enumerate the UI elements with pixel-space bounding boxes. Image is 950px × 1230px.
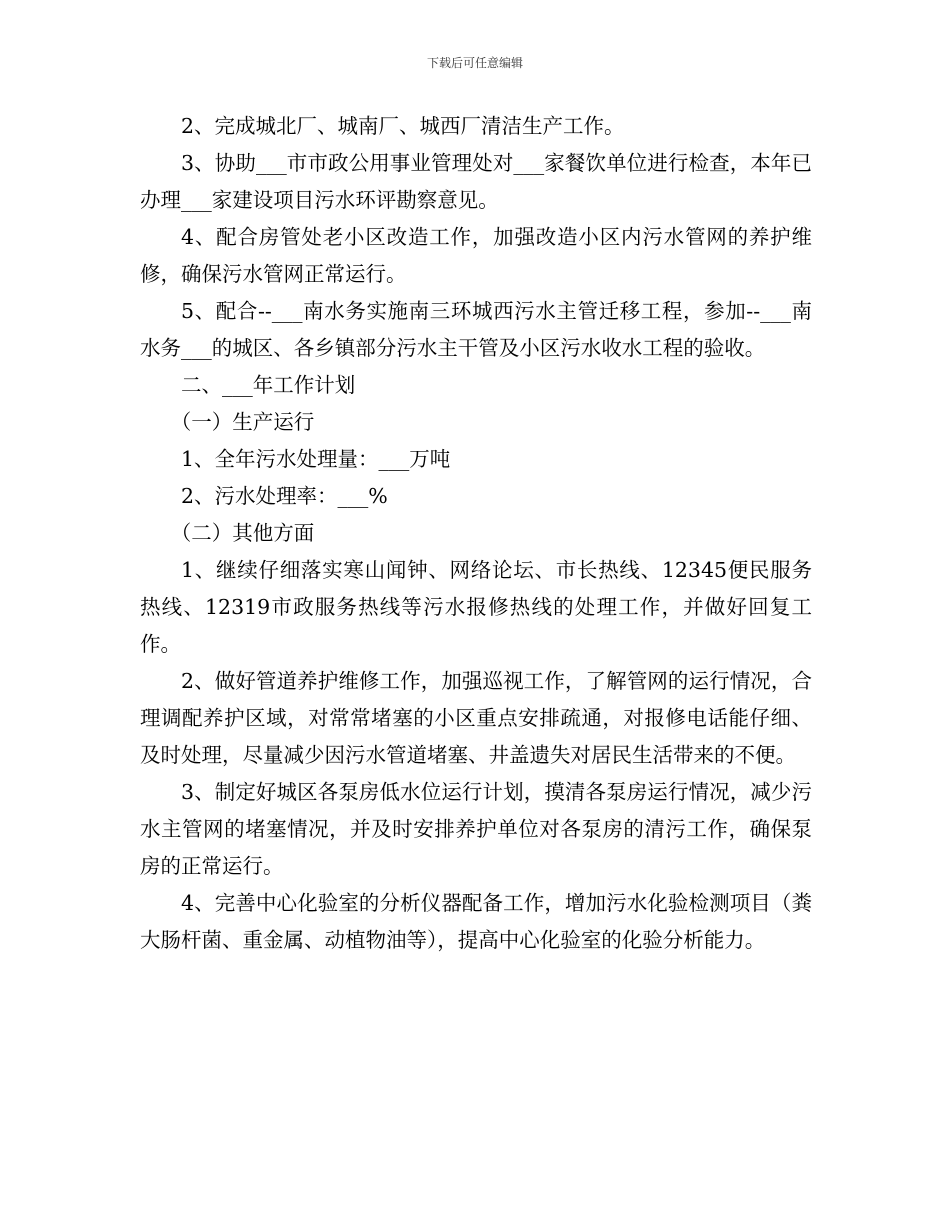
paragraph-item-3-inspection: 3、协助___市市政公用事业管理处对___家餐饮单位进行检查，本年已办理___家建设项目污水环评勘察意见。: [140, 151, 812, 212]
paragraph-item-2-cleaner-production: 2、完成城北厂、城南厂、城西厂清洁生产工作。: [181, 114, 625, 138]
plan-item-pipe-maintenance: 2、做好管道养护维修工作，加强巡视工作，了解管网的运行情况，合理调配养护区域，对常常堵塞的小区重点安排疏通，对报修电话能仔细、及时处理，尽量减少因污水管道堵塞、井盖遗失对居民生活带来的不便。: [140, 669, 812, 767]
plan-item-pump-stations: 3、制定好城区各泵房低水位运行计划，摸清各泵房运行情况，减少污水主管网的堵塞情况，并及时安排养护单位对各泵房的清污工作，确保泵房的正常运行。: [140, 780, 812, 878]
plan-item-treatment-volume: 1、全年污水处理量：___万吨: [181, 447, 451, 471]
section-heading-work-plan: 二、___年工作计划: [181, 373, 356, 397]
plan-item-hotlines: 1、继续仔细落实寒山闻钟、网络论坛、市长热线、12345便民服务热线、12319市政服务热线等污水报修热线的处理工作，并做好回复工作。: [140, 558, 812, 656]
document-body: [140, 108, 812, 959]
page-header-note: 下载后可任意编辑: [426, 56, 523, 70]
paragraph-item-4-housing-renovation: 4、配合房管处老小区改造工作，加强改造小区内污水管网的养护维修，确保污水管网正常运行。: [140, 225, 812, 286]
plan-item-treatment-rate: 2、污水处理率：___%: [181, 484, 388, 508]
paragraph-item-5-pipe-relocation: 5、配合--___南水务实施南三环城西污水主管迁移工程，参加--___南水务___的城区、各乡镇部分污水主干管及小区污水收水工程的验收。: [140, 299, 812, 360]
subsection-heading-production: （一）生产运行: [170, 410, 315, 434]
subsection-heading-other: （二）其他方面: [170, 521, 315, 545]
plan-item-laboratory: 4、完善中心化验室的分析仪器配备工作，增加污水化验检测项目（粪大肠杆菌、重金属、动植物油等），提高中心化验室的化验分析能力。: [140, 891, 812, 952]
